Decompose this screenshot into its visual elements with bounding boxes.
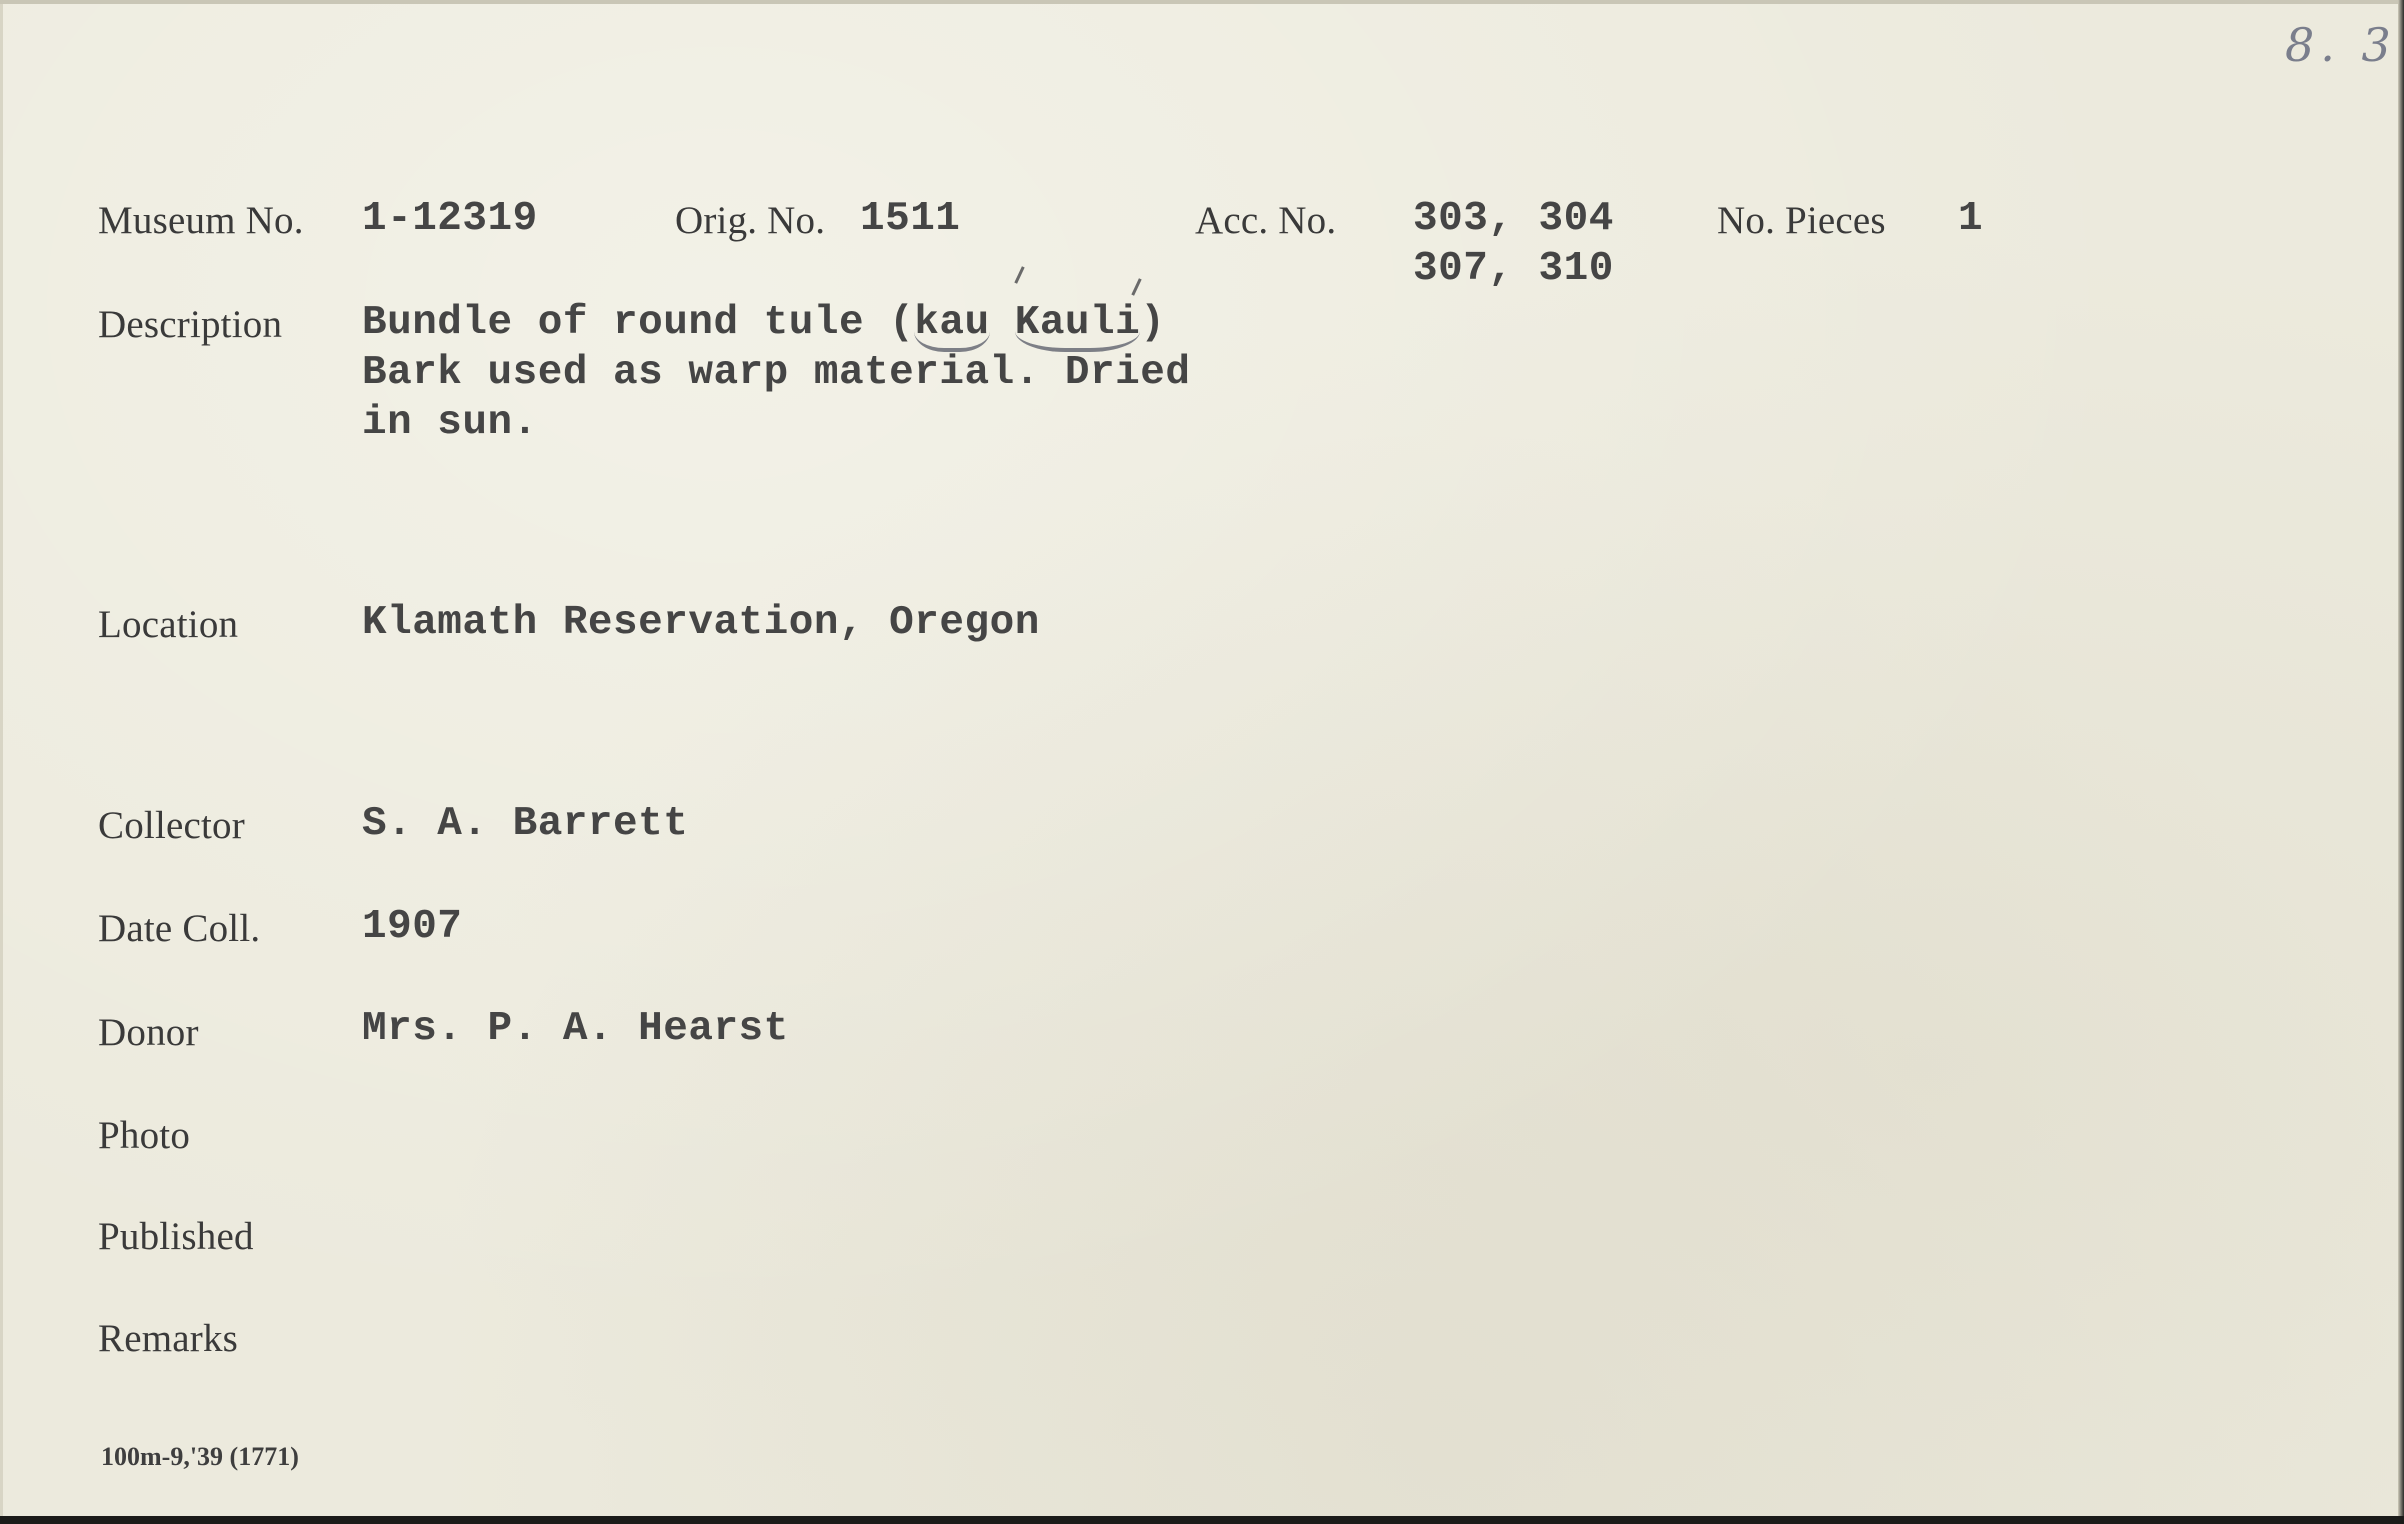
museum-no-label: Museum No. — [98, 199, 304, 242]
description-line-1 — [362, 298, 1190, 348]
location-label: Location — [98, 603, 239, 646]
description-line-3: in sun. — [362, 400, 538, 446]
donor-label: Donor — [98, 1011, 199, 1054]
description-text — [362, 298, 1190, 448]
orig-no-value: 1511 — [860, 196, 961, 242]
accent-mark-1 — [1014, 266, 1024, 284]
orig-no-label: Orig. No. — [675, 199, 826, 242]
no-pieces-value: 1 — [1958, 196, 1984, 242]
handwritten-corner-note: 8. 3 — [2285, 18, 2397, 72]
location-value: Klamath Reservation, Oregon — [362, 600, 1040, 646]
card-top-edge — [0, 0, 2404, 4]
acc-no-values — [1413, 194, 1614, 294]
museum-no-value: 1-12319 — [362, 196, 538, 242]
no-pieces-label: No. Pieces — [1717, 199, 1886, 242]
native-term-1: kau — [914, 300, 989, 352]
acc-no-line-2: 307, 310 — [1413, 246, 1614, 292]
acc-no-label: Acc. No. — [1195, 199, 1337, 242]
print-code: 100m-9,'39 (1771) — [101, 1442, 299, 1471]
acc-no-line-1: 303, 304 — [1413, 196, 1614, 242]
card-bottom-edge — [0, 1516, 2404, 1524]
donor-value: Mrs. P. A. Hearst — [362, 1006, 789, 1052]
description-label: Description — [98, 303, 283, 346]
description-suffix: ) — [1140, 300, 1166, 346]
date-coll-value: 1907 — [362, 904, 463, 950]
date-coll-label: Date Coll. — [98, 907, 261, 950]
accent-mark-2 — [1131, 278, 1141, 296]
photo-label: Photo — [98, 1114, 191, 1157]
card-right-edge — [2398, 0, 2404, 1524]
native-term-2: Kauli — [1015, 300, 1141, 352]
term-spacer — [990, 300, 1015, 346]
description-line-2: Bark used as warp material. Dried — [362, 350, 1191, 396]
published-label: Published — [98, 1215, 254, 1258]
remarks-label: Remarks — [98, 1317, 239, 1360]
description-prefix: Bundle of round tule ( — [362, 300, 915, 346]
collector-value: S. A. Barrett — [362, 801, 689, 847]
collector-label: Collector — [98, 804, 245, 847]
